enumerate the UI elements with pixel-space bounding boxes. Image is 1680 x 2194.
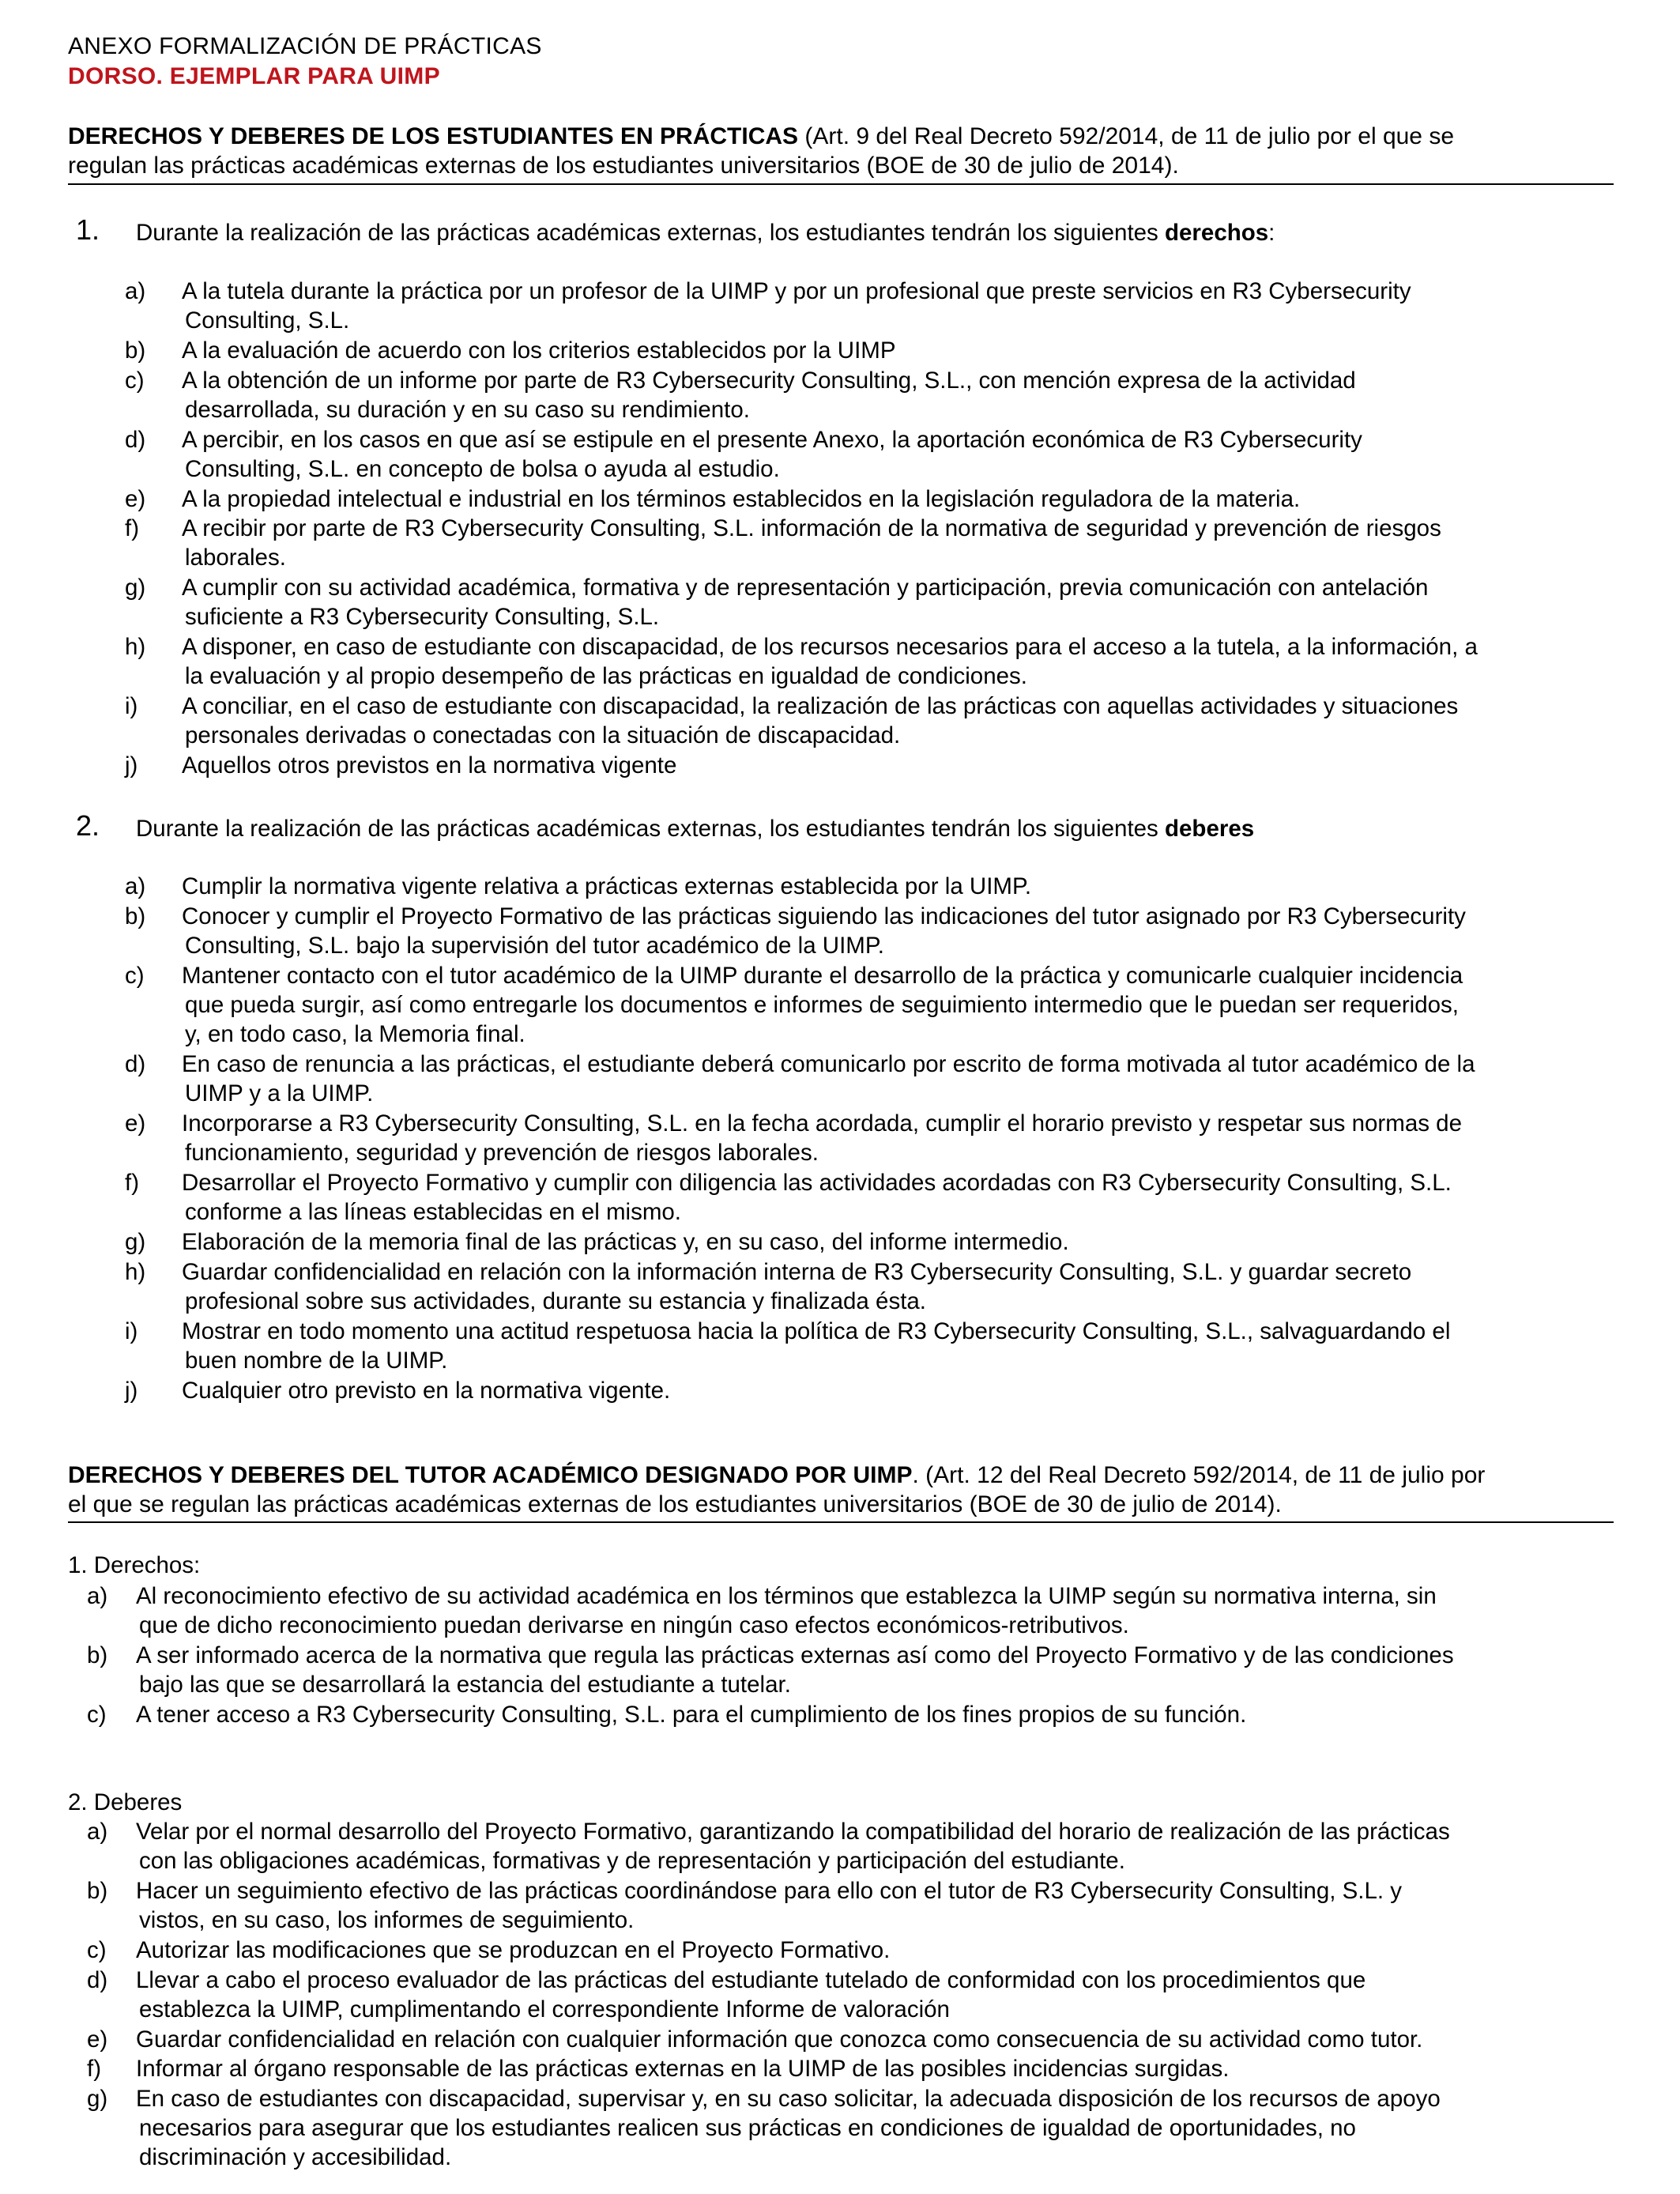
section1-title-line2: regulan las prácticas académicas externas de los estudiantes universitarios (BOE de 30 de julio de 2014). <box>68 153 1179 179</box>
list-item-line: A ser informado acerca de la normativa que regula las prácticas externas así como del Proyecto Formativo y de las condiciones <box>136 1642 1454 1668</box>
list-item-text <box>136 2054 1637 2083</box>
list-item-line: A percibir, en los casos en que así se estipule en el presente Anexo, la aportación económica de R3 Cybersecurity <box>182 426 1362 453</box>
list-item-text <box>182 1376 1620 1405</box>
dorso-subtitle: DORSO. EJEMPLAR PARA UIMP <box>68 63 440 89</box>
list-marker: c) <box>125 962 145 989</box>
list-item-text <box>182 1168 1620 1227</box>
rights-intro-text: Durante la realización de las prácticas académicas externas, los estudiantes tendrán los siguientes <box>136 220 1165 246</box>
list-item-line: Elaboración de la memoria final de las prácticas y, en su caso, del informe intermedio. <box>182 1229 1069 1255</box>
list-item-text <box>136 2084 1637 2172</box>
list-item-text <box>136 1641 1637 1699</box>
list-marker: d) <box>125 1051 146 1077</box>
list-item-line: necesarios para asegurar que los estudiantes realicen sus prácticas en condiciones de igualdad de oportunidades, no <box>139 2114 1356 2141</box>
list-item-line: A cumplir con su actividad académica, formativa y de representación y participación, previa comunicación con antelación <box>182 575 1429 601</box>
list-item-line: suficiente a R3 Cybersecurity Consulting, S.L. <box>185 604 660 630</box>
list-item-line: laborales. <box>185 545 286 571</box>
list-marker: e) <box>87 2026 108 2053</box>
list-item-line: Guardar confidencialidad en relación con cualquier información que conozca como consecuencia de su actividad como tutor. <box>136 2026 1423 2053</box>
list-item-line: Conocer y cumplir el Proyecto Formativo de las prácticas siguiendo las indicaciones del tutor asignado por R3 Cybersecurity <box>182 903 1466 929</box>
list-item-line: Velar por el normal desarrollo del Proyecto Formativo, garantizando la compatibilidad del horario de realización de las prácticas <box>136 1819 1450 1845</box>
list-item-line: Desarrollar el Proyecto Formativo y cumplir con diligencia las actividades acordadas con R3 Cybersecurity Consulting, S.L. <box>182 1170 1452 1196</box>
list-marker: a) <box>87 1819 108 1845</box>
duties-intro <box>136 814 1622 843</box>
rights-intro-end: : <box>1268 220 1275 246</box>
list-item-text <box>182 366 1620 424</box>
list-marker: g) <box>125 575 146 601</box>
list-item-line: UIMP y a la UIMP. <box>185 1080 374 1106</box>
list-marker: c) <box>125 367 145 394</box>
list-item-line: A la obtención de un informe por parte de R3 Cybersecurity Consulting, S.L., con mención expresa de la actividad <box>182 367 1356 394</box>
list-item-line: desarrollada, su duración y en su caso su rendimiento. <box>185 396 750 423</box>
list-item-line: En caso de estudiantes con discapacidad, supervisar y, en su caso solicitar, la adecuada disposición de los recursos de apoyo <box>136 2085 1441 2112</box>
list-marker: h) <box>125 634 146 660</box>
list-item-line: Consulting, S.L. bajo la supervisión del tutor académico de la UIMP. <box>185 932 884 959</box>
list-item-line: profesional sobre sus actividades, durante su estancia y finalizada ésta. <box>185 1287 926 1314</box>
list-marker: e) <box>125 485 146 512</box>
list-item-text <box>182 573 1620 631</box>
rights-intro-bold: derechos <box>1165 220 1269 246</box>
list-item-line: Aquellos otros previstos en la normativa vigente <box>182 752 677 778</box>
list-item-line: Llevar a cabo el proceso evaluador de las prácticas del estudiante tutelado de conformidad con los procedimientos que <box>136 1966 1366 1993</box>
list-item-text <box>182 277 1620 335</box>
list-marker: a) <box>125 278 146 304</box>
list-item-text <box>182 692 1620 750</box>
list-item-line: funcionamiento, seguridad y prevención de riesgos laborales. <box>185 1140 819 1166</box>
list-marker: b) <box>125 337 146 364</box>
list-item-line: Mantener contacto con el tutor académico de la UIMP durante el desarrollo de la práctica y comunicarle cualquier incidencia <box>182 962 1463 989</box>
list-item-text <box>136 2025 1637 2054</box>
section2-title-rest: . (Art. 12 del Real Decreto 592/2014, de 11 de julio por <box>912 1462 1486 1488</box>
rights-intro <box>136 218 1622 247</box>
list-item-line: Cualquier otro previsto en la normativa vigente. <box>182 1377 671 1404</box>
list-item-line: A la propiedad intelectual e industrial en los términos establecidos en la legislación reguladora de la materia. <box>182 485 1301 512</box>
section1-title: DERECHOS Y DEBERES DE LOS ESTUDIANTES EN PRÁCTICAS <box>68 123 799 149</box>
section2-divider <box>68 1521 1614 1523</box>
list-marker: d) <box>87 1966 108 1993</box>
list-item-text <box>136 1817 1637 1875</box>
list-item-line: Guardar confidencialidad en relación con la información interna de R3 Cybersecurity Consulting, S.L. y guardar secreto <box>182 1258 1412 1285</box>
list-marker: e) <box>125 1110 146 1137</box>
tutor-duties-label: 2. Deberes <box>68 1789 183 1815</box>
list-item-line: Incorporarse a R3 Cybersecurity Consulting, S.L. en la fecha acordada, cumplir el horario previsto y respetar sus normas de <box>182 1110 1462 1137</box>
list-item-line: Al reconocimiento efectivo de su actividad académica en los términos que establezca la UIMP según su normativa interna, sin <box>136 1583 1437 1609</box>
list-item-line: A disponer, en caso de estudiante con discapacidad, de los recursos necesarios para el acceso a la tutela, a la información, a <box>182 634 1478 660</box>
list-item-line: A la evaluación de acuerdo con los criterios establecidos por la UIMP <box>182 337 896 364</box>
list-marker: b) <box>87 1878 108 1904</box>
duties-intro-bold: deberes <box>1165 816 1255 842</box>
list-marker: c) <box>87 1937 107 1963</box>
list-marker: d) <box>125 426 146 453</box>
list-item-line: y, en todo caso, la Memoria final. <box>185 1020 525 1047</box>
list-marker: g) <box>87 2085 108 2112</box>
list-item-text <box>182 336 1620 365</box>
list-item-line: Autorizar las modificaciones que se produzcan en el Proyecto Formativo. <box>136 1937 891 1963</box>
section2-title-line2: el que se regulan las prácticas académicas externas de los estudiantes universitarios (BOE de 30 de julio de 2014). <box>68 1491 1282 1517</box>
list-marker: b) <box>125 903 146 929</box>
list-item-line: Mostrar en todo momento una actitud respetuosa hacia la política de R3 Cybersecurity Consulting, S.L., salvaguardando el <box>182 1318 1451 1344</box>
list-item-line: A la tutela durante la práctica por un profesor de la UIMP y por un profesional que preste servicios en R3 Cybersecurity <box>182 278 1411 304</box>
list-item-text <box>136 1966 1637 2024</box>
list-marker: b) <box>87 1642 108 1668</box>
list-item-text <box>182 961 1620 1049</box>
list-item-text <box>136 1700 1637 1729</box>
list-item-line: que pueda surgir, así como entregarle los documentos e informes de seguimiento intermedio que le puedan ser requeridos, <box>185 991 1459 1018</box>
list-marker: f) <box>125 515 140 541</box>
section1-divider <box>68 183 1614 185</box>
list-item-line: Hacer un seguimiento efectivo de las prácticas coordinándose para ello con el tutor de R3 Cybersecurity Consulting, S.L. y <box>136 1878 1403 1904</box>
list-marker: j) <box>125 752 138 778</box>
list-item-text <box>136 1876 1637 1935</box>
list-item-line: con las obligaciones académicas, formativas y de representación y participación del estudiante. <box>139 1848 1125 1874</box>
list-item-text <box>182 514 1620 572</box>
list-item-text <box>182 1257 1620 1316</box>
list-item-text <box>136 1581 1637 1640</box>
list-marker: c) <box>87 1702 107 1728</box>
list-item-line: A tener acceso a R3 Cybersecurity Consulting, S.L. para el cumplimiento de los fines propios de su función. <box>136 1702 1247 1728</box>
list-marker: a) <box>87 1583 108 1609</box>
duties-intro-text: Durante la realización de las prácticas académicas externas, los estudiantes tendrán los siguientes <box>136 816 1165 842</box>
list-marker: a) <box>125 873 146 899</box>
duties-number: 2. <box>76 809 100 842</box>
list-item-line: discriminación y accesibilidad. <box>139 2143 452 2170</box>
list-item-line: A conciliar, en el caso de estudiante con discapacidad, la realización de las prácticas con aquellas actividades y situaciones <box>182 693 1459 719</box>
section1-heading <box>68 122 1617 180</box>
list-item-line: Consulting, S.L. en concepto de bolsa o ayuda al estudio. <box>185 455 780 482</box>
list-item-line: Consulting, S.L. <box>185 307 350 334</box>
list-item-line: establezca la UIMP, cumplimentando el correspondiente Informe de valoración <box>139 1996 950 2022</box>
list-marker: i) <box>125 693 138 719</box>
list-marker: g) <box>125 1229 146 1255</box>
list-item-text <box>182 872 1620 901</box>
list-item-text <box>182 751 1620 780</box>
list-item-line: conforme a las líneas establecidas en el mismo. <box>185 1199 681 1225</box>
list-marker: i) <box>125 1318 138 1344</box>
annex-title: ANEXO FORMALIZACIÓN DE PRÁCTICAS <box>68 33 542 59</box>
tutor-rights-label: 1. Derechos: <box>68 1552 201 1578</box>
list-item-text <box>136 1936 1637 1965</box>
list-item-line: A recibir por parte de R3 Cybersecurity Consulting, S.L. información de la normativa de seguridad y prevención de riesgos <box>182 515 1441 541</box>
list-item-text <box>182 1050 1620 1108</box>
list-item-line: Informar al órgano responsable de las prácticas externas en la UIMP de las posibles incidencias surgidas. <box>136 2056 1230 2082</box>
list-item-text <box>182 902 1620 960</box>
list-item-text <box>182 1109 1620 1167</box>
list-item-line: la evaluación y al propio desempeño de las prácticas en igualdad de condiciones. <box>185 663 1027 689</box>
list-item-line: Cumplir la normativa vigente relativa a prácticas externas establecida por la UIMP. <box>182 873 1032 899</box>
list-item-line: que de dicho reconocimiento puedan derivarse en ningún caso efectos económicos-retributivos. <box>139 1612 1129 1638</box>
rights-number: 1. <box>76 213 100 246</box>
list-item-line: En caso de renuncia a las prácticas, el estudiante deberá comunicarlo por escrito de forma motivada al tutor académico de la <box>182 1051 1475 1077</box>
list-marker: f) <box>125 1170 140 1196</box>
list-item-text <box>182 1227 1620 1257</box>
list-item-text <box>182 632 1620 691</box>
list-item-text <box>182 1317 1620 1375</box>
list-marker: f) <box>87 2056 102 2082</box>
list-item-line: buen nombre de la UIMP. <box>185 1347 448 1374</box>
section2-heading <box>68 1461 1617 1519</box>
list-item-text <box>182 425 1620 484</box>
list-item-text <box>182 484 1620 514</box>
section2-title: DERECHOS Y DEBERES DEL TUTOR ACADÉMICO DESIGNADO POR UIMP <box>68 1462 913 1488</box>
section1-title-rest: (Art. 9 del Real Decreto 592/2014, de 11 de julio por el que se <box>798 123 1455 149</box>
list-item-line: bajo las que se desarrollará la estancia del estudiante a tutelar. <box>139 1672 791 1698</box>
list-marker: j) <box>125 1377 138 1404</box>
list-item-line: vistos, en su caso, los informes de seguimiento. <box>139 1907 635 1933</box>
list-item-line: personales derivadas o conectadas con la situación de discapacidad. <box>185 722 901 748</box>
list-marker: h) <box>125 1258 146 1285</box>
